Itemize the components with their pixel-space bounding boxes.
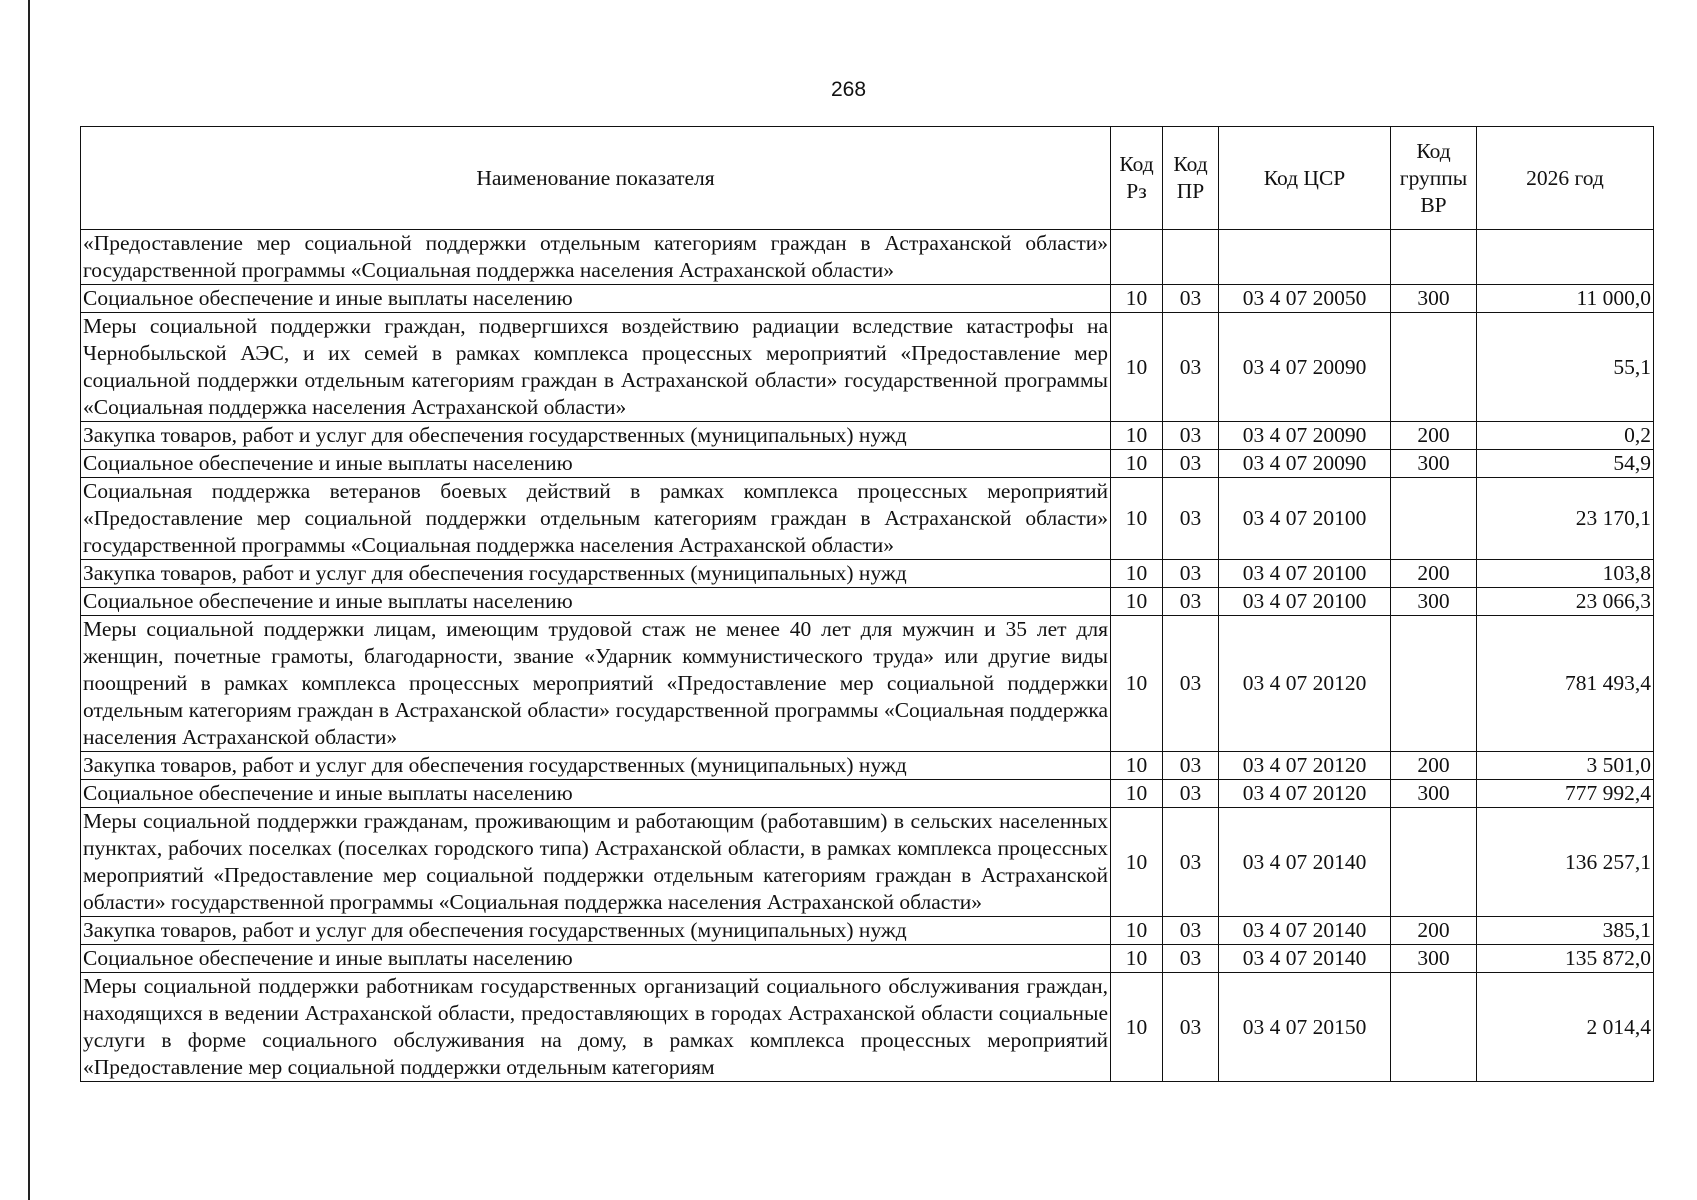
row-rz: 10	[1111, 450, 1163, 478]
row-name: Социальное обеспечение и иные выплаты населению	[81, 780, 1111, 808]
row-csr: 03 4 07 20140	[1219, 917, 1391, 945]
row-rz: 10	[1111, 752, 1163, 780]
row-rz: 10	[1111, 616, 1163, 752]
row-name: Меры социальной поддержки гражданам, проживающим и работающим (работавшим) в сельских населенных пунктах, рабочих поселках (поселках городского типа) Астраханской области, в рамках комплекса процессных мероприятий «Предоставление мер социальной поддержки отдельным категориям граждан в Астраханской области» государственной программы «Социальная поддержка населения Астраханской области»	[81, 808, 1111, 917]
row-value: 385,1	[1477, 917, 1654, 945]
header-pr: Код ПР	[1163, 127, 1219, 230]
row-rz: 10	[1111, 945, 1163, 973]
row-vr	[1391, 313, 1477, 422]
row-vr: 300	[1391, 450, 1477, 478]
row-csr: 03 4 07 20090	[1219, 450, 1391, 478]
row-rz: 10	[1111, 780, 1163, 808]
row-vr: 200	[1391, 917, 1477, 945]
table-row	[81, 285, 1654, 313]
row-vr: 200	[1391, 560, 1477, 588]
row-vr: 300	[1391, 945, 1477, 973]
row-pr	[1163, 230, 1219, 285]
table-row	[81, 313, 1654, 422]
header-year: 2026 год	[1477, 127, 1654, 230]
row-pr: 03	[1163, 313, 1219, 422]
row-rz: 10	[1111, 478, 1163, 560]
row-value: 3 501,0	[1477, 752, 1654, 780]
row-rz	[1111, 230, 1163, 285]
row-rz: 10	[1111, 808, 1163, 917]
row-pr: 03	[1163, 450, 1219, 478]
row-csr: 03 4 07 20100	[1219, 478, 1391, 560]
row-vr: 200	[1391, 422, 1477, 450]
row-pr: 03	[1163, 285, 1219, 313]
row-pr: 03	[1163, 588, 1219, 616]
row-value: 777 992,4	[1477, 780, 1654, 808]
row-name: Закупка товаров, работ и услуг для обеспечения государственных (муниципальных) нужд	[81, 917, 1111, 945]
row-csr: 03 4 07 20120	[1219, 752, 1391, 780]
row-rz: 10	[1111, 313, 1163, 422]
table-row	[81, 560, 1654, 588]
header-vr: Код группы ВР	[1391, 127, 1477, 230]
header-name: Наименование показателя	[81, 127, 1111, 230]
row-vr	[1391, 973, 1477, 1082]
row-pr: 03	[1163, 808, 1219, 917]
table-body	[81, 230, 1654, 1082]
row-value: 136 257,1	[1477, 808, 1654, 917]
table-header-row	[81, 127, 1654, 230]
row-pr: 03	[1163, 422, 1219, 450]
row-name: Социальное обеспечение и иные выплаты населению	[81, 285, 1111, 313]
row-csr: 03 4 07 20090	[1219, 422, 1391, 450]
row-name: «Предоставление мер социальной поддержки отдельным категориям граждан в Астраханской области» государственной программы «Социальная поддержка населения Астраханской области»	[81, 230, 1111, 285]
row-pr: 03	[1163, 973, 1219, 1082]
row-name: Социальное обеспечение и иные выплаты населению	[81, 450, 1111, 478]
table-row	[81, 945, 1654, 973]
row-pr: 03	[1163, 945, 1219, 973]
header-csr: Код ЦСР	[1219, 127, 1391, 230]
row-value	[1477, 230, 1654, 285]
row-name: Закупка товаров, работ и услуг для обеспечения государственных (муниципальных) нужд	[81, 422, 1111, 450]
row-name: Закупка товаров, работ и услуг для обеспечения государственных (муниципальных) нужд	[81, 752, 1111, 780]
row-value: 11 000,0	[1477, 285, 1654, 313]
row-rz: 10	[1111, 422, 1163, 450]
row-rz: 10	[1111, 285, 1163, 313]
row-value: 0,2	[1477, 422, 1654, 450]
row-name: Меры социальной поддержки лицам, имеющим трудовой стаж не менее 40 лет для мужчин и 35 лет для женщин, почетные грамоты, благодарности, звание «Ударник коммунистического труда» или другие виды поощрений в рамках комплекса процессных мероприятий «Предоставление мер социальной поддержки отдельным категориям граждан в Астраханской области» государственной программы «Социальная поддержка населения Астраханской области»	[81, 616, 1111, 752]
row-rz: 10	[1111, 588, 1163, 616]
row-rz: 10	[1111, 973, 1163, 1082]
row-pr: 03	[1163, 752, 1219, 780]
row-value: 23 170,1	[1477, 478, 1654, 560]
row-name: Закупка товаров, работ и услуг для обеспечения государственных (муниципальных) нужд	[81, 560, 1111, 588]
row-csr: 03 4 07 20050	[1219, 285, 1391, 313]
table-row	[81, 230, 1654, 285]
budget-table	[80, 126, 1654, 1082]
row-value: 781 493,4	[1477, 616, 1654, 752]
table-row	[81, 478, 1654, 560]
table-row	[81, 973, 1654, 1082]
row-rz: 10	[1111, 560, 1163, 588]
row-pr: 03	[1163, 616, 1219, 752]
scan-edge-line	[28, 0, 30, 1200]
table-row	[81, 808, 1654, 917]
row-vr: 300	[1391, 780, 1477, 808]
row-pr: 03	[1163, 917, 1219, 945]
row-pr: 03	[1163, 478, 1219, 560]
row-csr: 03 4 07 20140	[1219, 945, 1391, 973]
row-csr	[1219, 230, 1391, 285]
row-name: Меры социальной поддержки граждан, подвергшихся воздействию радиации вследствие катастрофы на Чернобыльской АЭС, и их семей в рамках комплекса процессных мероприятий «Предоставление мер социальной поддержки отдельным категориям граждан в Астраханской области» государственной программы «Социальная поддержка населения Астраханской области»	[81, 313, 1111, 422]
row-vr	[1391, 478, 1477, 560]
header-rz: Код Рз	[1111, 127, 1163, 230]
row-value: 54,9	[1477, 450, 1654, 478]
table-row	[81, 450, 1654, 478]
table-row	[81, 780, 1654, 808]
row-vr: 300	[1391, 588, 1477, 616]
row-vr	[1391, 808, 1477, 917]
row-csr: 03 4 07 20090	[1219, 313, 1391, 422]
row-csr: 03 4 07 20140	[1219, 808, 1391, 917]
row-rz: 10	[1111, 917, 1163, 945]
row-name: Социальное обеспечение и иные выплаты населению	[81, 588, 1111, 616]
table-row	[81, 422, 1654, 450]
table-row	[81, 616, 1654, 752]
row-csr: 03 4 07 20120	[1219, 616, 1391, 752]
row-csr: 03 4 07 20150	[1219, 973, 1391, 1082]
row-vr	[1391, 230, 1477, 285]
row-value: 55,1	[1477, 313, 1654, 422]
row-value: 2 014,4	[1477, 973, 1654, 1082]
row-vr	[1391, 616, 1477, 752]
row-pr: 03	[1163, 780, 1219, 808]
row-vr: 200	[1391, 752, 1477, 780]
row-csr: 03 4 07 20100	[1219, 588, 1391, 616]
row-value: 23 066,3	[1477, 588, 1654, 616]
row-value: 103,8	[1477, 560, 1654, 588]
row-csr: 03 4 07 20100	[1219, 560, 1391, 588]
row-name: Меры социальной поддержки работникам государственных организаций социального обслуживания граждан, находящихся в ведении Астраханской области, предоставляющих в городах Астраханской области социальные услуги в форме социального обслуживания на дому, в рамках комплекса процессных мероприятий «Предоставление мер социальной поддержки отдельным категориям	[81, 973, 1111, 1082]
table-row	[81, 917, 1654, 945]
row-name: Социальная поддержка ветеранов боевых действий в рамках комплекса процессных мероприятий «Предоставление мер социальной поддержки отдельным категориям граждан в Астраханской области» государственной программы «Социальная поддержка населения Астраханской области»	[81, 478, 1111, 560]
page-number: 268	[830, 78, 867, 101]
row-pr: 03	[1163, 560, 1219, 588]
row-name: Социальное обеспечение и иные выплаты населению	[81, 945, 1111, 973]
row-value: 135 872,0	[1477, 945, 1654, 973]
table-row	[81, 752, 1654, 780]
row-csr: 03 4 07 20120	[1219, 780, 1391, 808]
row-vr: 300	[1391, 285, 1477, 313]
table-row	[81, 588, 1654, 616]
